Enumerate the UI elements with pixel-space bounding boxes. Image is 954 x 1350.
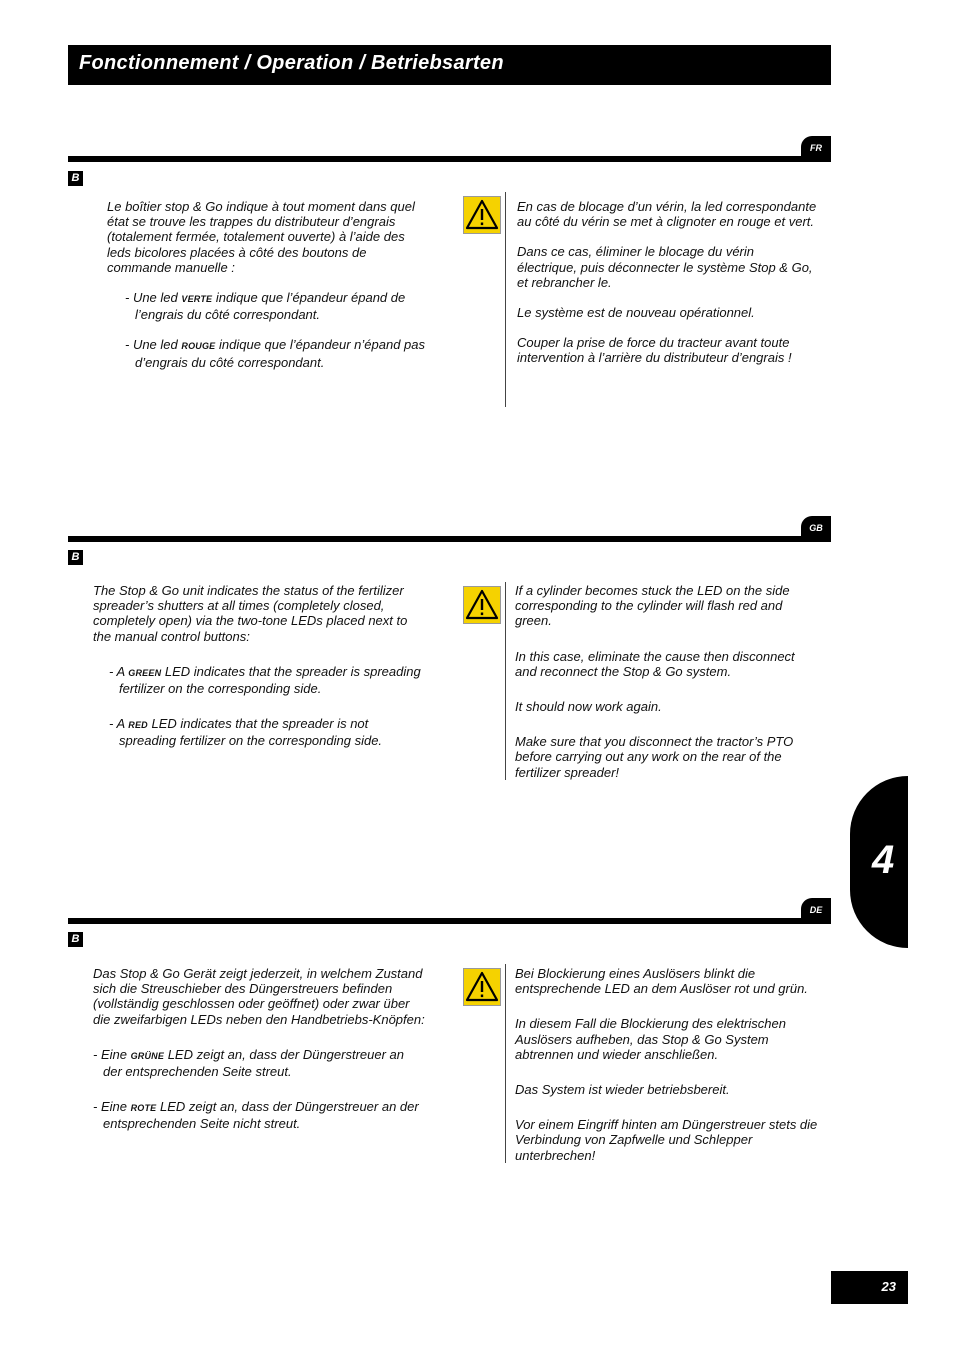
section-marker-fr: B — [68, 171, 83, 186]
language-tab-fr: FR — [801, 136, 831, 158]
fr-warning-text — [517, 199, 817, 366]
fr-warning-4: Couper la prise de force du tracteur avant toute intervention à l’arrière du distributeur d’engrais ! — [517, 335, 792, 366]
fr-warning-1: En cas de blocage d’un vérin, la led correspondante au côté du vérin se met à clignoter en rouge et vert. — [517, 199, 817, 230]
warning-icon — [463, 196, 501, 234]
gb-description — [93, 583, 425, 749]
section-marker-de: B — [68, 932, 83, 947]
de-warning-text — [515, 966, 820, 1163]
language-tab-gb: GB — [801, 516, 831, 538]
warning-icon — [463, 968, 501, 1006]
gb-warning-text — [515, 583, 815, 780]
fr-warning-3: Le système est de nouveau opérationnel. — [517, 305, 755, 321]
page-number: 23 — [831, 1271, 908, 1304]
de-warning-2: In diesem Fall die Blockierung des elektrischen Auslösers aufheben, das Stop & Go System abtrennen und wieder anschließen. — [515, 1016, 786, 1062]
section-divider-de — [68, 918, 831, 924]
gb-item-red: - A RED LED indicates that the spreader is not spreading fertilizer on the corresponding side. — [109, 716, 383, 749]
de-description — [93, 966, 425, 1132]
fr-warning-rule — [505, 192, 506, 407]
fr-item-green: - Une led VERTE indique que l’épandeur épand de l’engrais du côté correspondant. — [125, 290, 406, 323]
page-title: Fonctionnement / Operation / Betriebsarten — [79, 52, 504, 74]
de-warning-3: Das System ist wieder betriebsbereit. — [515, 1082, 730, 1098]
de-warning-4: Vor einem Eingriff hinten am Düngerstreuer stets die Verbindung von Zapfwelle und Schlepper unterbrechen! — [515, 1117, 818, 1163]
section-marker-gb: B — [68, 550, 83, 565]
chapter-number: 4 — [872, 838, 895, 882]
gb-warning-2: In this case, eliminate the cause then disconnect and reconnect the Stop & Go system. — [515, 648, 795, 679]
gb-warning-4: Make sure that you disconnect the tractor’s PTO before carrying out any work on the rear of the fertilizer spreader! — [515, 734, 794, 780]
de-warning-1: Bei Blockierung eines Auslösers blinkt die entsprechende LED an dem Auslöser rot und grün. — [515, 966, 808, 997]
warning-icon — [463, 586, 501, 624]
page-header — [68, 45, 831, 85]
gb-warning-3: It should now work again. — [515, 699, 662, 715]
section-divider-fr — [68, 156, 831, 162]
gb-intro: The Stop & Go unit indicates the status of the fertilizer spreader’s shutters at all times (completely closed, completely open) via the two-tone LEDs placed next to the manual control buttons: — [93, 583, 408, 644]
de-item-red: - Eine ROTE LED zeigt an, dass der Düngerstreuer an der entsprechenden Seite nicht streut. — [93, 1099, 419, 1132]
section-divider-gb — [68, 536, 831, 542]
de-item-green: - Eine GRÜNE LED zeigt an, dass der Düngerstreuer an der entsprechenden Seite streut. — [93, 1046, 405, 1080]
gb-warning-1: If a cylinder becomes stuck the LED on the side corresponding to the cylinder will flash red and green. — [515, 583, 790, 629]
fr-intro: Le boîtier stop & Go indique à tout moment dans quel état se trouve les trappes du distributeur d’engrais (totalement fermée, totalement ouverte) à l’aide des leds bicolores placées à côté des boutons de commande manuelle : — [107, 199, 415, 275]
gb-item-green: - A GREEN LED indicates that the spreader is spreading fertilizer on the corresponding side. — [109, 663, 421, 697]
fr-description — [107, 199, 425, 370]
fr-warning-2: Dans ce cas, éliminer le blocage du vérin électrique, puis déconnecter le système Stop & Go, et rebrancher le. — [517, 244, 813, 290]
fr-item-red: - Une led ROUGE indique que l’épandeur n’épand pas d’engrais du côté correspondant. — [125, 337, 426, 370]
gb-warning-rule — [505, 582, 506, 780]
language-tab-de: DE — [801, 898, 831, 920]
de-intro: Das Stop & Go Gerät zeigt jederzeit, in welchem Zustand sich die Streuschieber des Düngerstreuers befinden (vollständig geschlossen oder geöffnet) oder zwar über die zweifarbigen LEDs neben den Handbetriebs-Knöpfen: — [93, 966, 425, 1027]
de-warning-rule — [505, 964, 506, 1163]
